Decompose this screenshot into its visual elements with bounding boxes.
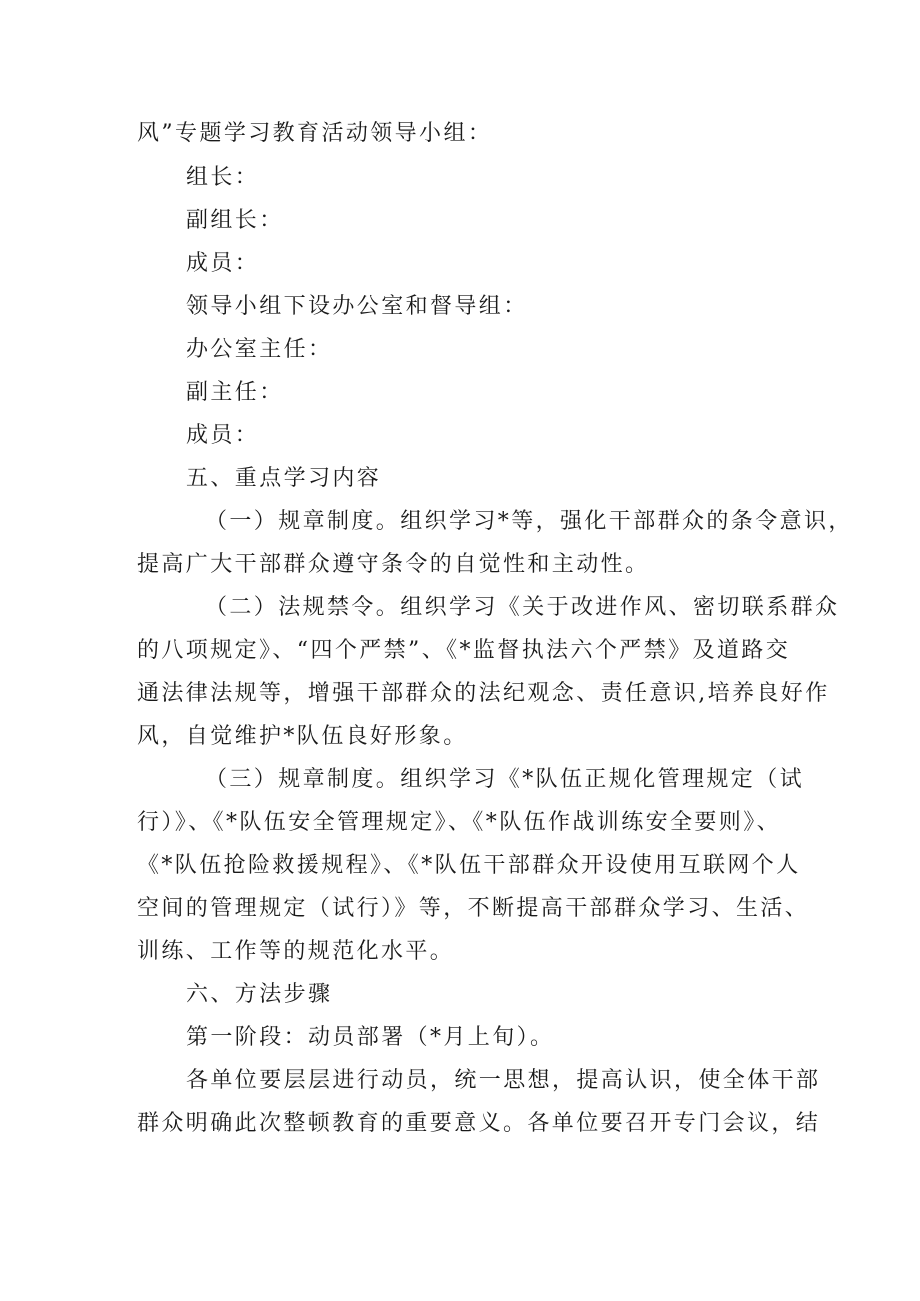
text-line-group-leader: 组长： (186, 165, 260, 190)
paragraph-2-line-4: 风，自觉维护*队伍良好形象。 (137, 724, 468, 749)
text-line-leadership-group: 风”专题学习教育活动领导小组： (137, 121, 493, 146)
text-line-deputy-leader: 副组长： (186, 208, 284, 233)
paragraph-3-line-1: （三）规章制度。组织学习《*队伍正规化管理规定（试 (205, 767, 805, 792)
paragraph-2-line-3: 通法律法规等，增强干部群众的法纪观念、责任意识,培养良好作 (137, 681, 830, 706)
paragraph-4-line-2: 群众明确此次整顿教育的重要意义。各单位要召开专门会议，结 (137, 1111, 821, 1136)
paragraph-2-line-2: 的八项规定》、“四个严禁”、《*监督执法六个严禁》及道路交 (137, 638, 791, 663)
paragraph-1-line-1: （一）规章制度。组织学习*等，强化干部群众的条令意识， (205, 509, 853, 534)
paragraph-3-line-2: 行）》、《*队伍安全管理规定》、《*队伍作战训练安全要则》、 (137, 810, 782, 835)
text-line-members: 成员： (186, 251, 260, 276)
paragraph-2-line-1: （二）法规禁令。组织学习《关于改进作风、密切联系群众 (205, 595, 840, 620)
paragraph-3-line-4: 空间的管理规定（试行）》等，不断提高干部群众学习、生活、 (137, 896, 810, 921)
text-line-office-members: 成员： (186, 423, 260, 448)
text-line-office-setup: 领导小组下设办公室和督导组： (186, 294, 528, 319)
paragraph-3-line-3: 《*队伍抢险救援规程》、《*队伍干部群众开设使用互联网个人 (137, 853, 801, 878)
paragraph-1-line-2: 提高广大干部群众遵守条令的自觉性和主动性。 (137, 552, 650, 577)
text-line-deputy-director: 副主任： (186, 380, 284, 405)
paragraph-3-line-5: 训练、工作等的规范化水平。 (137, 939, 455, 964)
stage-one-heading: 第一阶段：动员部署（*月上旬）。 (186, 1025, 555, 1050)
text-line-office-director: 办公室主任： (186, 337, 333, 362)
paragraph-4-line-1: 各单位要层层进行动员，统一思想，提高认识，使全体干部 (186, 1068, 821, 1093)
section-heading-method-steps: 六、方法步骤 (186, 982, 333, 1007)
section-heading-study-content: 五、重点学习内容 (186, 466, 382, 491)
